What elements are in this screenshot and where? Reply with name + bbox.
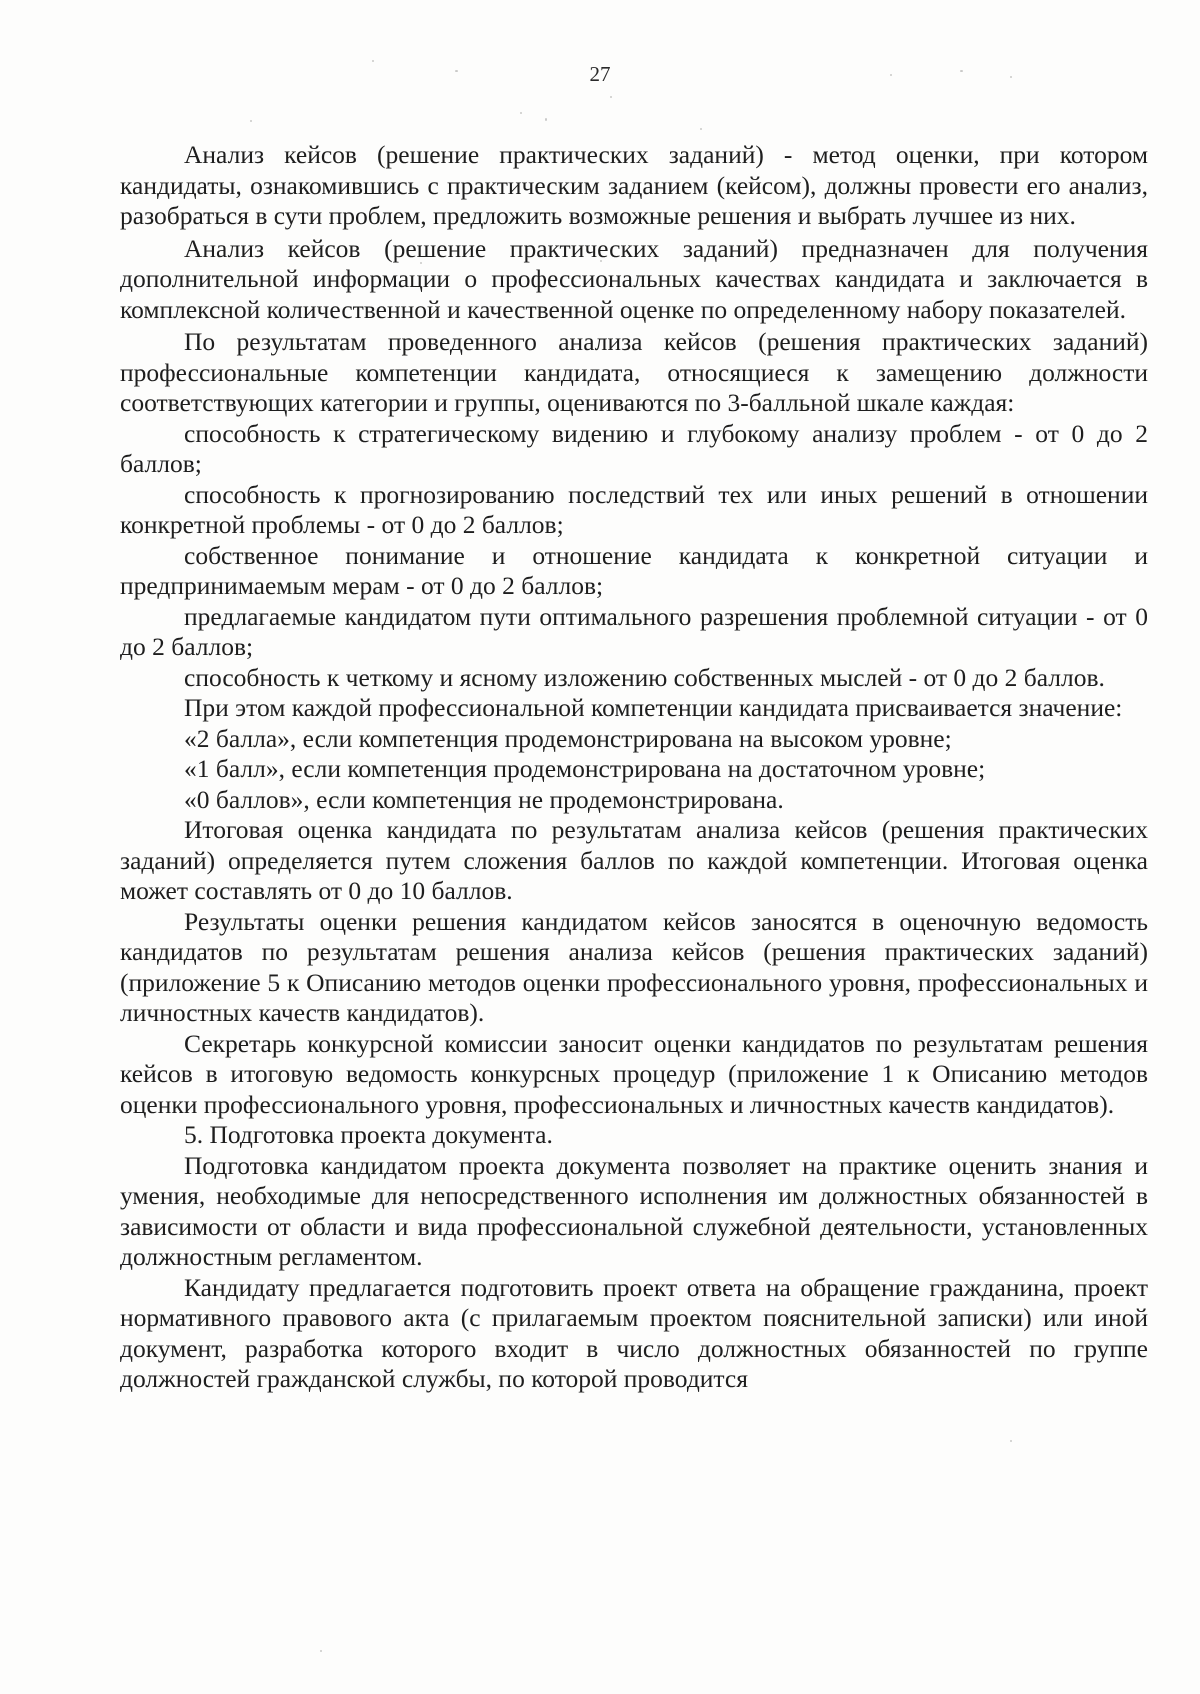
scan-speck: [250, 120, 252, 122]
paragraph-document-draft-task: Кандидату предлагается подготовить проект ответа на обращение гражданина, проект нормативного правового акта (с прилагаемым проектом пояснительной записки) или иной документ, разработка которого входит в число должностных обязанностей по группе должностей гражданской службы, по которой проводится: [120, 1272, 1148, 1393]
paragraph-secretary: Секретарь конкурсной комиссии заносит оценки кандидатов по результатам решения кейсов в итоговую ведомость конкурсных процедур (приложение 1 к Описанию методов оценки профессионального уровня, профессиональных и личностных качеств кандидатов).: [120, 1028, 1148, 1119]
paragraph-case-analysis-definition: Анализ кейсов (решение практических заданий) - метод оценки, при котором кандидаты, ознакомившись с практическим заданием (кейсом), должны провести его анализ, разобраться в сути проблем, предложить возможные решения и выбрать лучшее из них.: [120, 140, 1148, 230]
score-level-0: «0 баллов», если компетенция не продемонстрирована.: [184, 784, 784, 814]
paragraph-results-record: Результаты оценки решения кандидатом кейсов заносятся в оценочную ведомость кандидатов по результатам решения анализа кейсов (решения практических заданий) (приложение 5 к Описанию методов оценки профессионального уровня, профессиональных и личностных качеств кандидатов).: [120, 906, 1148, 1027]
criterion-solutions: предлагаемые кандидатом пути оптимального разрешения проблемной ситуации - от 0 до 2 баллов;: [120, 601, 1148, 661]
score-level-1: «1 балл», если компетенция продемонстрирована на достаточном уровне;: [184, 754, 986, 783]
criterion-understanding: собственное понимание и отношение кандидата к конкретной ситуации и предпринимаемым мерам - от 0 до 2 баллов;: [120, 540, 1148, 600]
scan-speck: [320, 1650, 322, 1652]
scan-speck: [520, 112, 522, 114]
scan-speck: [700, 128, 702, 130]
paragraph-score-assignment: При этом каждой профессиональной компетенции кандидата присваивается значение:: [184, 693, 1123, 722]
document-body: [120, 140, 1148, 1395]
criterion-forecasting: способность к прогнозированию последствий тех или иных решений в отношении конкретной проблемы - от 0 до 2 баллов;: [120, 479, 1148, 539]
score-level-2: «2 балла», если компетенция продемонстрирована на высоком уровне;: [184, 723, 952, 753]
paragraph-case-analysis-purpose: Анализ кейсов (решение практических заданий) предназначен для получения дополнительной информации о профессиональных качествах кандидата и заключается в комплексной количественной и качественной оценке по определенному набору показателей.: [120, 233, 1148, 324]
scan-speck: [1010, 1440, 1012, 1442]
paragraph-scoring-scale: По результатам проведенного анализа кейсов (решения практических заданий) профессиональные компетенции кандидата, относящиеся к замещению должности соответствующих категории и группы, оцениваются по 3-балльной шкале каждая:: [120, 327, 1148, 417]
criterion-clear-expression: способность к четкому и ясному изложению собственных мыслей - от 0 до 2 баллов.: [184, 662, 1105, 692]
criterion-strategic-vision: способность к стратегическому видению и глубокому анализу проблем - от 0 до 2 баллов;: [120, 418, 1148, 478]
paragraph-document-draft-purpose: Подготовка кандидатом проекта документа позволяет на практике оценить знания и умения, необходимые для непосредственного исполнения им должностных обязанностей в зависимости от области и вида профессиональной служебной деятельности, установленных должностным регламентом.: [120, 1150, 1148, 1271]
paragraph-final-score: Итоговая оценка кандидата по результатам анализа кейсов (решения практических заданий) определяется путем сложения баллов по каждой компетенции. Итоговая оценка может составлять от 0 до 10 баллов.: [120, 815, 1148, 905]
section-heading-document-draft: 5. Подготовка проекта документа.: [184, 1120, 553, 1149]
scan-speck: [545, 118, 547, 121]
scan-speck: [610, 96, 612, 98]
page-number: 27: [589, 62, 611, 86]
